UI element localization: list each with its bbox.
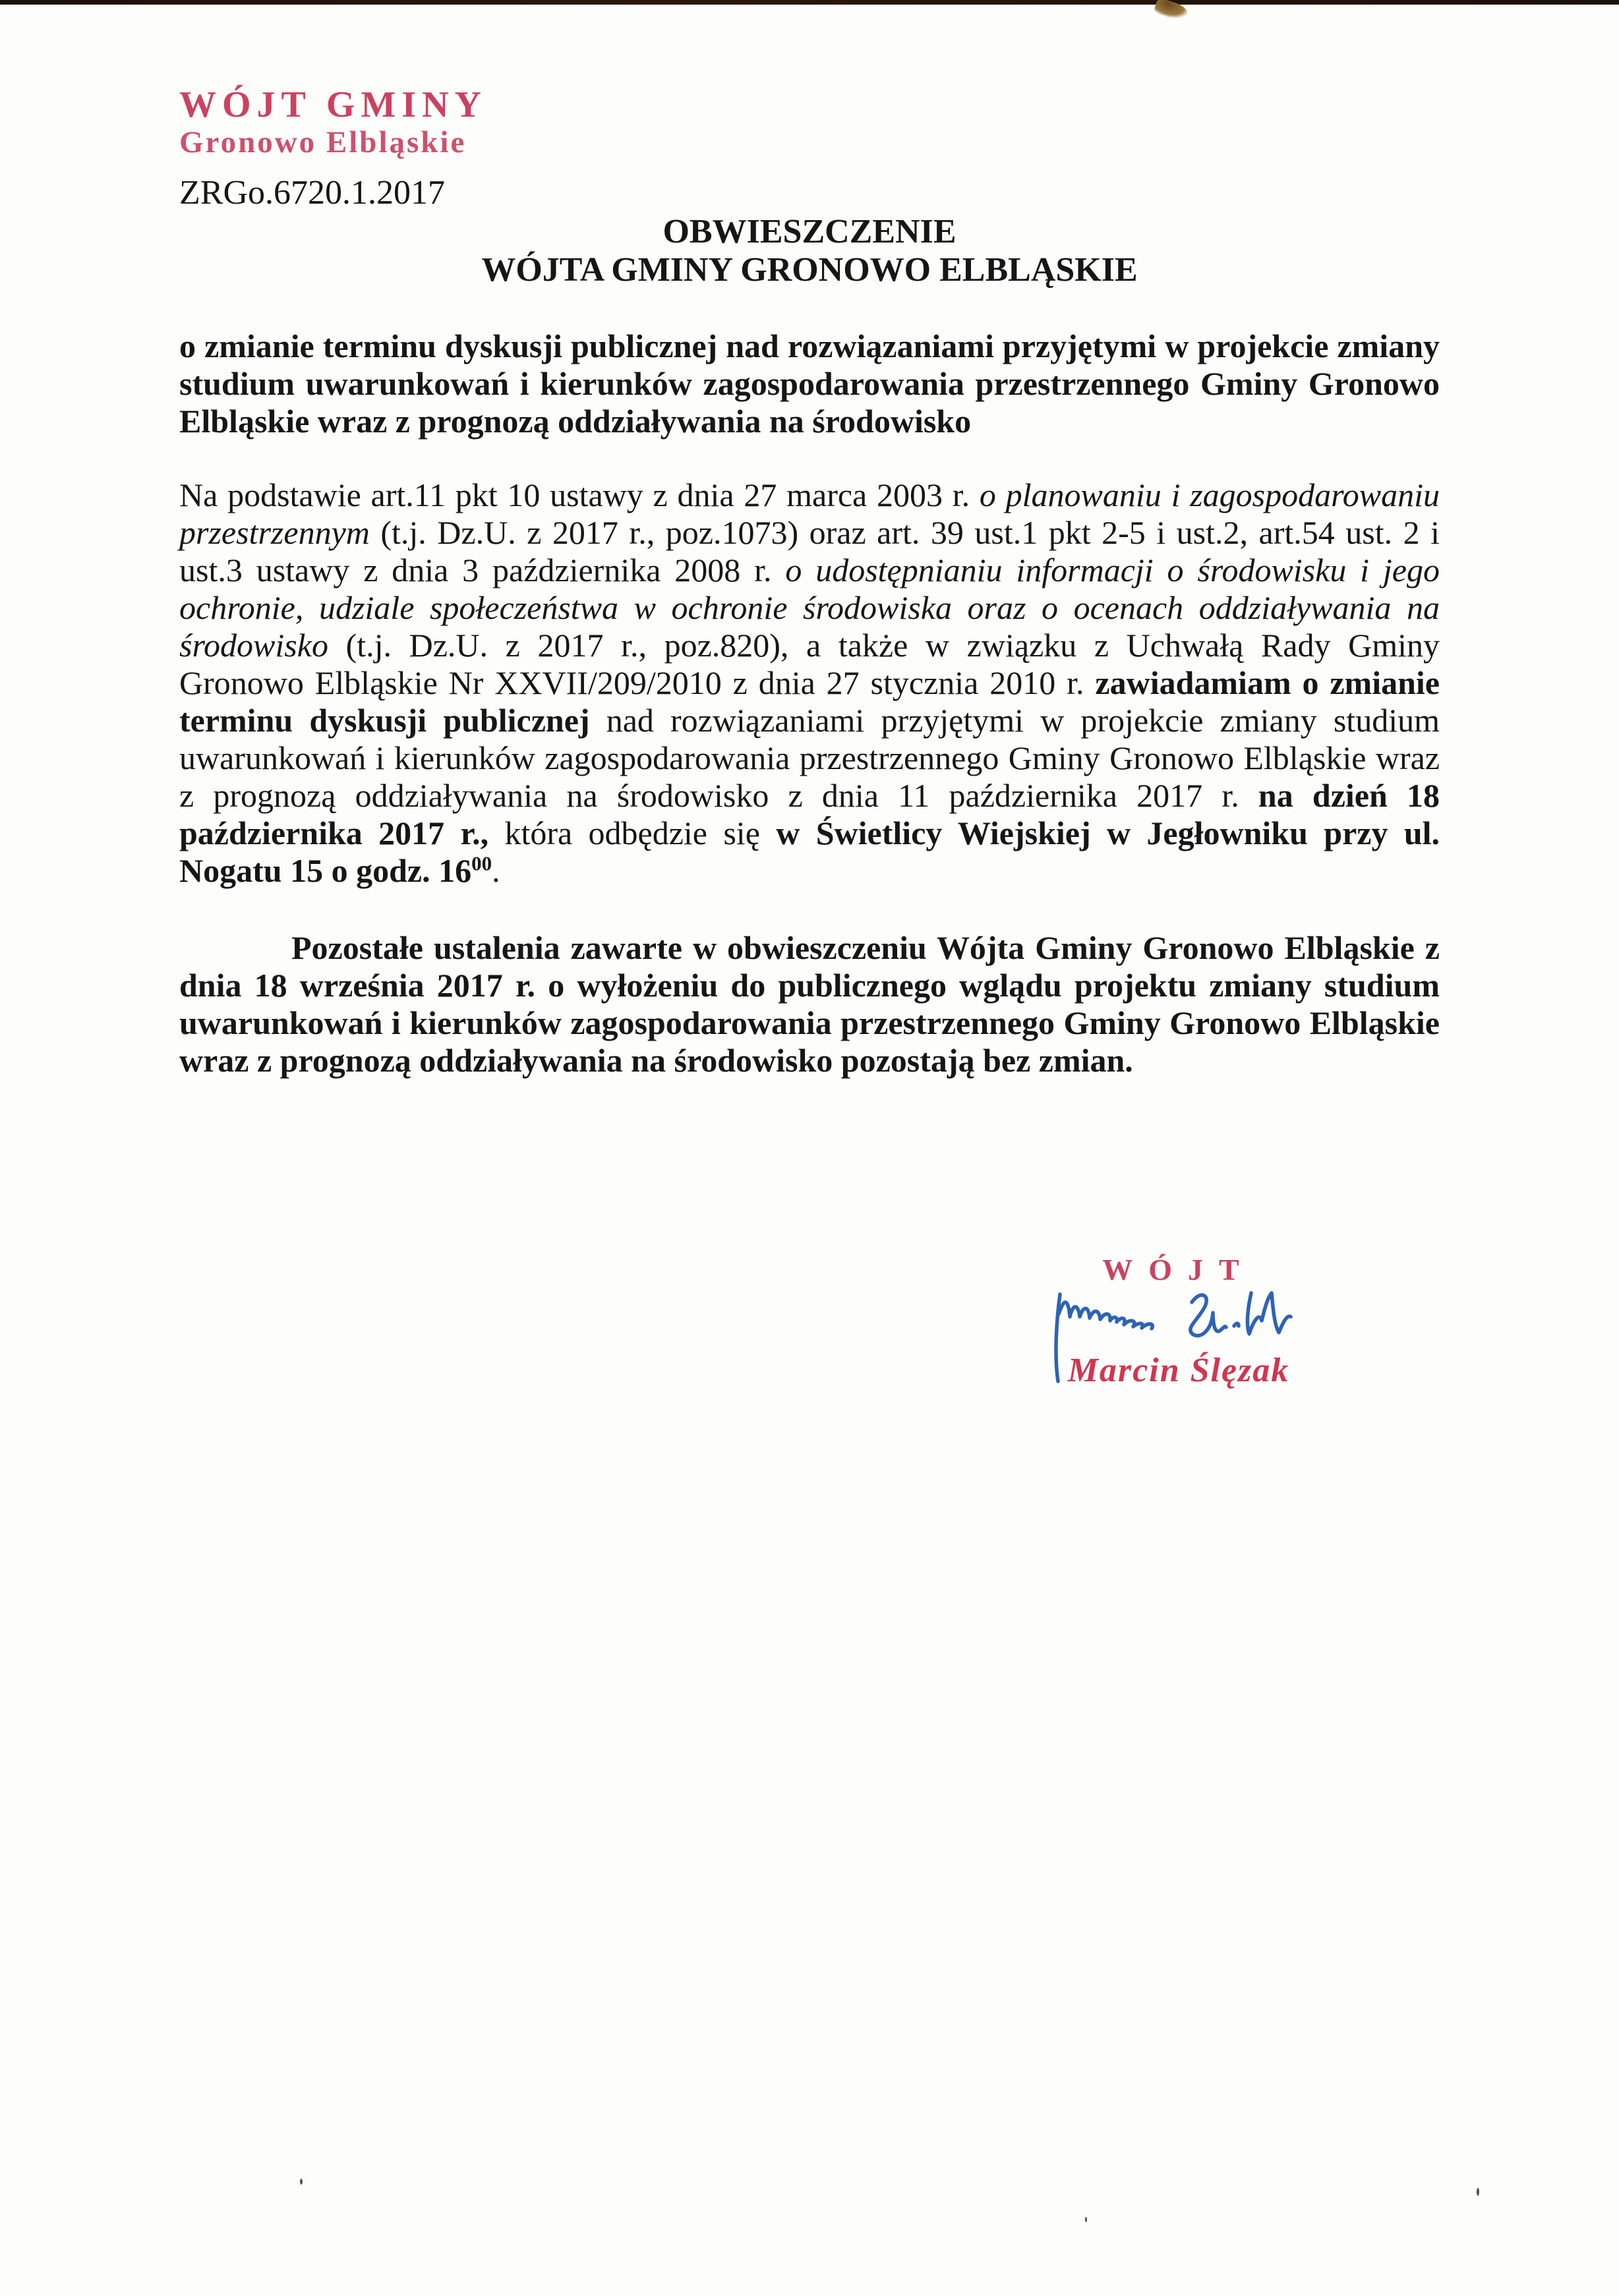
body-text-segment: w Świetlicy Wiejskiej w Jegłowniku przy ul. Nogatu 15 o godz. 16	[179, 815, 1440, 889]
document-body	[179, 84, 1440, 1112]
scan-speck	[1477, 2188, 1479, 2196]
body-text-segment: o planowaniu i zagospodarowaniu przestrzennym	[179, 476, 1440, 551]
scan-top-edge-artifact	[0, 0, 1619, 5]
body-text-segment: Na podstawie art.11 pkt 10 ustawy z dnia 27 marca 2003 r.	[179, 476, 980, 513]
signature-block	[1053, 1252, 1304, 1397]
body-text-segment: (t.j. Dz.U. z 2017 r., poz.1073) oraz art. 39 ust.1 pkt 2-5 i ust.2, art.54 ust. 2 i ust.3 ustawy z dnia 3 października 2008 r.	[179, 514, 1440, 588]
signature-stamp-title: WÓJT	[1102, 1253, 1255, 1286]
body-text-segment: zawiadamiam o zmianie terminu dyskusji publicznej	[179, 664, 1440, 739]
scan-speck	[300, 2179, 303, 2185]
sender-stamp	[179, 84, 1440, 159]
body-text-segment: o udostępnianiu informacji o środowisku i jego ochronie, udziale społeczeństwa w ochronie środowiska oraz o ocenach oddziaływania na środowisko	[179, 552, 1440, 664]
body-text-segment: 00	[471, 851, 492, 875]
subject-paragraph: o zmianie terminu dyskusji publicznej nad rozwiązaniami przyjętymi w projekcie zmiany studium uwarunkowań i kierunków zagospodarowania przestrzennego Gminy Gronowo Elbląskie wraz z prognozą oddziaływania na środowisko	[179, 328, 1440, 440]
document-title-line2: WÓJTA GMINY GRONOWO ELBLĄSKIE	[481, 251, 1138, 289]
signatory-name: Marcin Ślęzak	[1067, 1352, 1290, 1389]
reference-number: ZRGo.6720.1.2017	[179, 174, 445, 212]
scan-speck	[1085, 2217, 1087, 2222]
sender-stamp-subtitle: Gronowo Elbląskie	[179, 125, 467, 159]
document-title	[179, 213, 1440, 289]
body-text-segment: (t.j. Dz.U. z 2017 r., poz.820), a także w związku z Uchwałą Rady Gminy Gronowo Elbląskie Nr XXVII/209/2010 z dnia 27 stycznia 2010 r.	[179, 627, 1440, 701]
body-text-segment: nad rozwiązaniami przyjętymi w projekcie zmiany studium uwarunkowań i kierunków zagospodarowania przestrzennego Gminy Gronowo Elbląskie wraz z prognozą oddziaływania na środowisko z dnia 11 października 2017 r.	[179, 702, 1440, 814]
body-text-segment: która odbędzie się	[488, 815, 777, 851]
document-title-line1: OBWIESZCZENIE	[662, 213, 957, 250]
body-text-segment: .	[492, 852, 500, 889]
main-paragraph	[179, 476, 1440, 890]
body-text-segment: na dzień 18 października 2017 r.,	[179, 777, 1440, 851]
closing-paragraph: Pozostałe ustalenia zawarte w obwieszczeniu Wójta Gminy Gronowo Elbląskie z dnia 18 września 2017 r. o wyłożeniu do publicznego wglądu projektu zmiany studium uwarunkowań i kierunków zagospodarowania przestrzennego Gminy Gronowo Elbląskie wraz z prognozą oddziaływania na środowisko pozostają bez zmian.	[179, 929, 1440, 1079]
sender-stamp-title: WÓJT GMINY	[179, 84, 487, 125]
